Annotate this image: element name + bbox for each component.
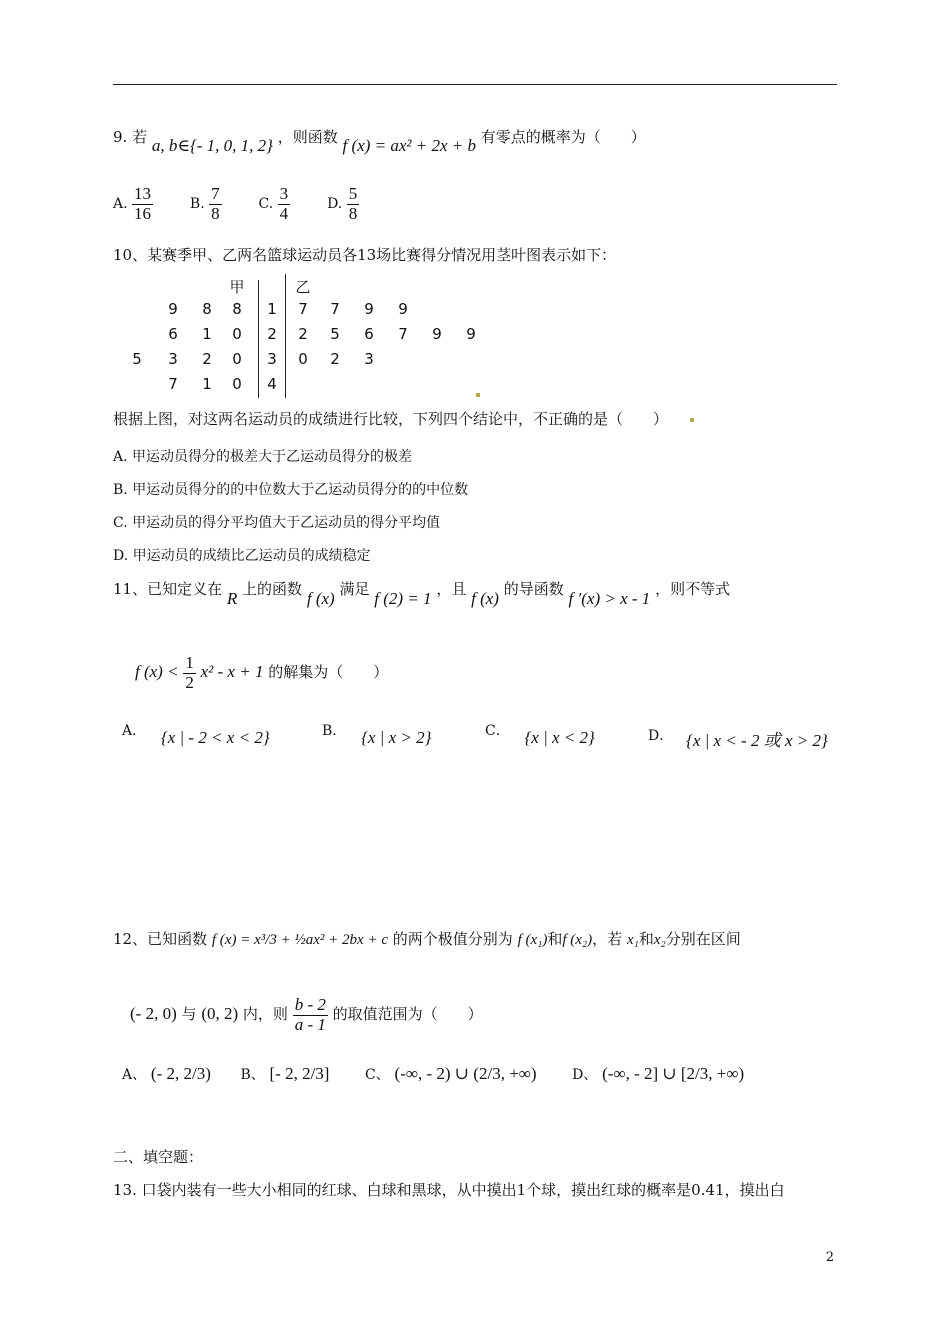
frac-den: 4 [279,203,289,223]
header-right: 乙 [295,278,311,296]
leaf-right: 9 [432,325,442,343]
q9-suffix: 有零点的概率为（ ） [480,128,646,146]
q12-options [122,1064,744,1084]
frac-num: 7 [211,184,220,203]
q12-text: 的取值范围为（ ） [332,1005,483,1024]
q12-fx1: f (x₁) [517,932,548,948]
q9-option-a[interactable] [113,184,153,223]
leaf-right: 7 [398,325,408,343]
frac-den: 2 [185,672,194,692]
q10-option-c[interactable]: C. 甲运动员的得分平均值大于乙运动员的得分平均值 [113,515,441,531]
frac-den: 16 [134,203,152,223]
option-label: C． [485,723,510,739]
q9-mid: ，则函数 [277,128,338,146]
q11-option-b[interactable] [322,720,432,747]
q9-set: a, b∈{- 1, 0, 1, 2} [151,136,273,155]
q12-option-c[interactable] [365,1065,537,1083]
option-value: {x | x < 2} [524,728,595,747]
q10-stem: 10、某赛季甲、乙两名篮球运动员各13场比赛得分情况用茎叶图表示如下： [113,246,617,264]
stem-divider-right [285,274,286,398]
leaf-left: 7 [168,375,178,393]
frac-den: a - 1 [294,1014,326,1034]
option-label: D． [648,728,674,744]
leaf-right: 7 [298,300,308,318]
frac-num: 1 [185,653,194,672]
q11-text: 的解集为（ ） [268,663,389,682]
leaf-left: 8 [202,300,212,318]
q10-option-d[interactable]: D. 甲运动员的成绩比乙运动员的成绩稳定 [113,548,371,564]
leaf-left: 0 [232,375,242,393]
option-value: {x | - 2 < x < 2} [160,728,270,747]
q12-x1: x₁ [626,932,639,948]
q12-option-a[interactable] [122,1065,211,1083]
question-12 [113,928,837,949]
q10-option-b[interactable]: B. 甲运动员得分的的中位数大于乙运动员得分的的中位数 [113,482,469,498]
q11-ineq-right: x² - x + 1 [200,662,264,682]
q12-function: f (x) = x³/3 + ½ax² + 2bx + c [211,932,388,948]
frac-num: 5 [348,184,358,203]
q12-text: ，若 [592,930,623,948]
q12-text: 和 [547,930,563,948]
stem-value: 4 [267,375,277,393]
option-label: B、 [240,1067,265,1083]
option-label: C. [258,196,274,213]
leaf-right: 9 [398,300,408,318]
q11-text: 11、已知定义在 [113,580,223,598]
leaf-right: 7 [330,300,340,318]
q12-text: 12、已知函数 [113,930,208,948]
frac-den: 8 [211,203,220,223]
leaf-left: 3 [168,350,178,368]
q11-inequality [135,654,388,692]
q9-option-c[interactable] [258,184,291,223]
q11-text: 上的函数 [242,580,303,598]
option-label: A. [113,196,128,213]
frac-den: 8 [348,203,358,223]
q11-f2: f (2) = 1 [374,589,432,608]
leaf-left: 2 [202,350,212,368]
q11-ineq-left: f (x) < [135,662,179,682]
q12-text: 的两个极值分别为 [392,930,513,948]
q12-text: 分别在区间 [665,930,741,948]
option-value: (-∞, - 2) ∪ (2/3, +∞) [394,1064,537,1083]
leaf-right: 0 [298,350,308,368]
q11-fx: f (x) [471,589,499,608]
q9-option-b[interactable] [189,184,222,223]
leaf-left: 6 [168,325,178,343]
leaf-right: 3 [364,350,374,368]
leaf-right: 9 [364,300,374,318]
leaf-left: 1 [202,325,212,343]
q9-function: f (x) = ax² + 2x + b [342,136,476,155]
option-value: (-∞, - 2] ∪ [2/3, +∞) [602,1064,745,1083]
header-rule [113,84,837,85]
q12-line2 [130,996,483,1034]
q12-option-d[interactable] [572,1065,744,1083]
q9-prefix: 9. 若 [113,128,148,146]
stem-value: 2 [267,325,277,343]
leaf-right: 2 [330,350,340,368]
question-11 [113,578,837,608]
q12-x2: x₂ [653,932,666,948]
q11-text: ，且 [436,580,467,598]
q11-option-a[interactable] [122,720,270,747]
option-value: {x | x > 2} [361,728,432,747]
q12-option-b[interactable] [240,1065,329,1083]
q11-option-c[interactable] [485,720,595,747]
option-label: D、 [572,1067,598,1083]
leaf-right: 5 [330,325,340,343]
option-label: B． [322,723,347,739]
page-number: 2 [825,1250,834,1265]
q11-fx: f (x) [306,589,335,608]
stem-value: 3 [267,350,277,368]
frac-num: 3 [279,184,289,203]
section-heading: 二、填空题： [113,1148,204,1166]
q11-R: R [226,589,238,608]
option-value: {x | x < - 2 或 x > 2} [686,731,828,750]
q12-text: 与 [181,1005,197,1024]
stem-divider-left [258,280,259,398]
leaf-left: 9 [168,300,178,318]
q10-option-a[interactable]: A. 甲运动员得分的极差大于乙运动员得分的极差 [113,449,413,465]
stem-value: 1 [267,300,277,318]
frac-num: b - 2 [294,995,326,1014]
leaf-left: 8 [232,300,242,318]
stray-mark [690,418,694,422]
q11-text: ，则不等式 [655,580,731,598]
q11-option-d[interactable] [648,720,828,750]
q12-interval-2: (0, 2) [201,1004,239,1024]
q9-options [113,185,359,223]
leaf-left: 0 [232,325,242,343]
header-left: 甲 [229,278,245,296]
q11-text: 的导函数 [503,580,564,598]
option-label: D. [327,196,343,213]
option-value: (- 2, 2/3) [150,1064,211,1083]
q9-option-d[interactable] [327,184,359,223]
option-label: C、 [365,1067,390,1083]
q11-derivative: f ′(x) > x - 1 [568,589,651,608]
q12-interval-1: (- 2, 0) [130,1004,177,1024]
option-label: B. [189,196,205,213]
leaf-right: 6 [364,325,374,343]
leaf-right: 9 [466,325,476,343]
option-label: A、 [122,1067,147,1083]
question-9 [113,126,646,155]
leaf-left: 0 [232,350,242,368]
stem-leaf-plot [125,280,505,400]
stray-mark [476,393,480,397]
leaf-left: 5 [132,350,142,368]
leaf-right: 2 [298,325,308,343]
frac-num: 13 [134,184,152,203]
leaf-left: 1 [202,375,212,393]
q10-question: 根据上图，对这两名运动员的成绩进行比较，下列四个结论中，不正确的是（ ） [113,410,669,428]
q12-fx2: f (x₂) [562,932,593,948]
option-label: A． [122,723,147,739]
question-13: 13. 口袋内装有一些大小相同的红球、白球和黑球，从中摸出1个球，摸出红球的概率是0.41，摸出白 [113,1181,785,1199]
q11-text: 满足 [339,580,370,598]
q12-text: 内，则 [242,1005,288,1024]
q12-text: 和 [638,930,654,948]
option-value: [- 2, 2/3] [269,1064,330,1083]
